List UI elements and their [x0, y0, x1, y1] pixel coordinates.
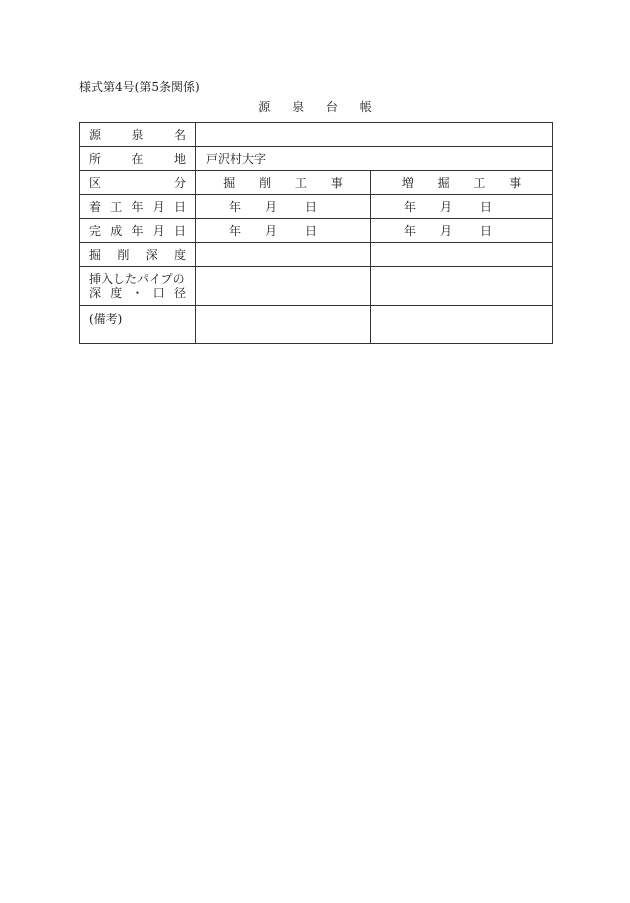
completion-date-drilling-field[interactable]: [196, 219, 371, 243]
label-char: 深: [89, 286, 102, 300]
row-drilling-depth: [80, 243, 553, 267]
drilling-depth-drilling-field[interactable]: [196, 243, 371, 267]
label-char: 口: [152, 286, 165, 300]
label-location: [80, 147, 196, 171]
day-unit: 日: [480, 200, 493, 214]
label-char: 完: [89, 224, 102, 238]
row-pipe: [80, 267, 553, 306]
start-date-drilling-field[interactable]: [196, 195, 371, 219]
label-category: [80, 171, 196, 195]
label-char: 径: [173, 286, 186, 300]
document-title: 源 泉 台 帳: [258, 100, 381, 114]
label-char: 月: [152, 200, 165, 214]
row-category: [80, 171, 553, 195]
year-unit: 年: [229, 224, 242, 238]
remarks-drilling-field[interactable]: [196, 306, 371, 344]
day-unit: 日: [480, 224, 493, 238]
label-pipe-line1: 挿入したパイプの: [89, 272, 185, 286]
label-char: 月: [152, 224, 165, 238]
row-source-name: [80, 123, 553, 147]
month-unit: 月: [440, 224, 453, 238]
start-date-additional-field[interactable]: [371, 195, 553, 219]
day-unit: 日: [305, 200, 318, 214]
label-pipe-depth-diameter: [80, 267, 196, 306]
header-additional-drilling-work: 増 掘 工 事: [371, 171, 553, 195]
label-char: 深: [145, 248, 158, 262]
row-start-date: [80, 195, 553, 219]
label-char: 年: [131, 224, 144, 238]
label-start-date: [80, 195, 196, 219]
remarks-additional-field[interactable]: [371, 306, 553, 344]
label-char: 日: [173, 224, 186, 238]
header-drilling-work: 掘 削 工 事: [196, 171, 371, 195]
label-char: 度: [110, 286, 123, 300]
label-char: 分: [173, 176, 186, 190]
label-char: 地: [173, 152, 186, 166]
form-number: 様式第4号(第5条関係): [79, 80, 200, 94]
completion-date-additional-field[interactable]: [371, 219, 553, 243]
label-source-name: [80, 123, 196, 147]
year-unit: 年: [404, 224, 417, 238]
drilling-depth-additional-field[interactable]: [371, 243, 553, 267]
label-char: 泉: [131, 128, 144, 142]
source-name-field[interactable]: [196, 123, 553, 147]
label-char: 着: [89, 200, 102, 214]
label-pipe-line2: [89, 286, 186, 300]
month-unit: 月: [265, 224, 278, 238]
label-char: 区: [89, 176, 102, 190]
month-unit: 月: [440, 200, 453, 214]
pipe-additional-field[interactable]: [371, 267, 553, 306]
pipe-drilling-field[interactable]: [196, 267, 371, 306]
row-location: [80, 147, 553, 171]
hot-spring-ledger-table: [79, 122, 553, 344]
location-field[interactable]: 戸沢村大字: [196, 147, 553, 171]
label-char: 所: [89, 152, 102, 166]
row-completion-date: [80, 219, 553, 243]
label-drilling-depth: [80, 243, 196, 267]
label-char: 削: [117, 248, 130, 262]
label-remarks: (備考): [80, 306, 196, 344]
label-char: 工: [110, 200, 123, 214]
year-unit: 年: [229, 200, 242, 214]
year-unit: 年: [404, 200, 417, 214]
label-char: 度: [173, 248, 186, 262]
label-char: 源: [89, 128, 102, 142]
label-char: 成: [110, 224, 123, 238]
label-completion-date: [80, 219, 196, 243]
label-char: 掘: [89, 248, 102, 262]
label-char: 名: [173, 128, 186, 142]
day-unit: 日: [305, 224, 318, 238]
label-char: 年: [131, 200, 144, 214]
month-unit: 月: [265, 200, 278, 214]
row-remarks: [80, 306, 553, 344]
label-char: ・: [131, 286, 144, 300]
label-char: 在: [131, 152, 144, 166]
label-char: 日: [173, 200, 186, 214]
